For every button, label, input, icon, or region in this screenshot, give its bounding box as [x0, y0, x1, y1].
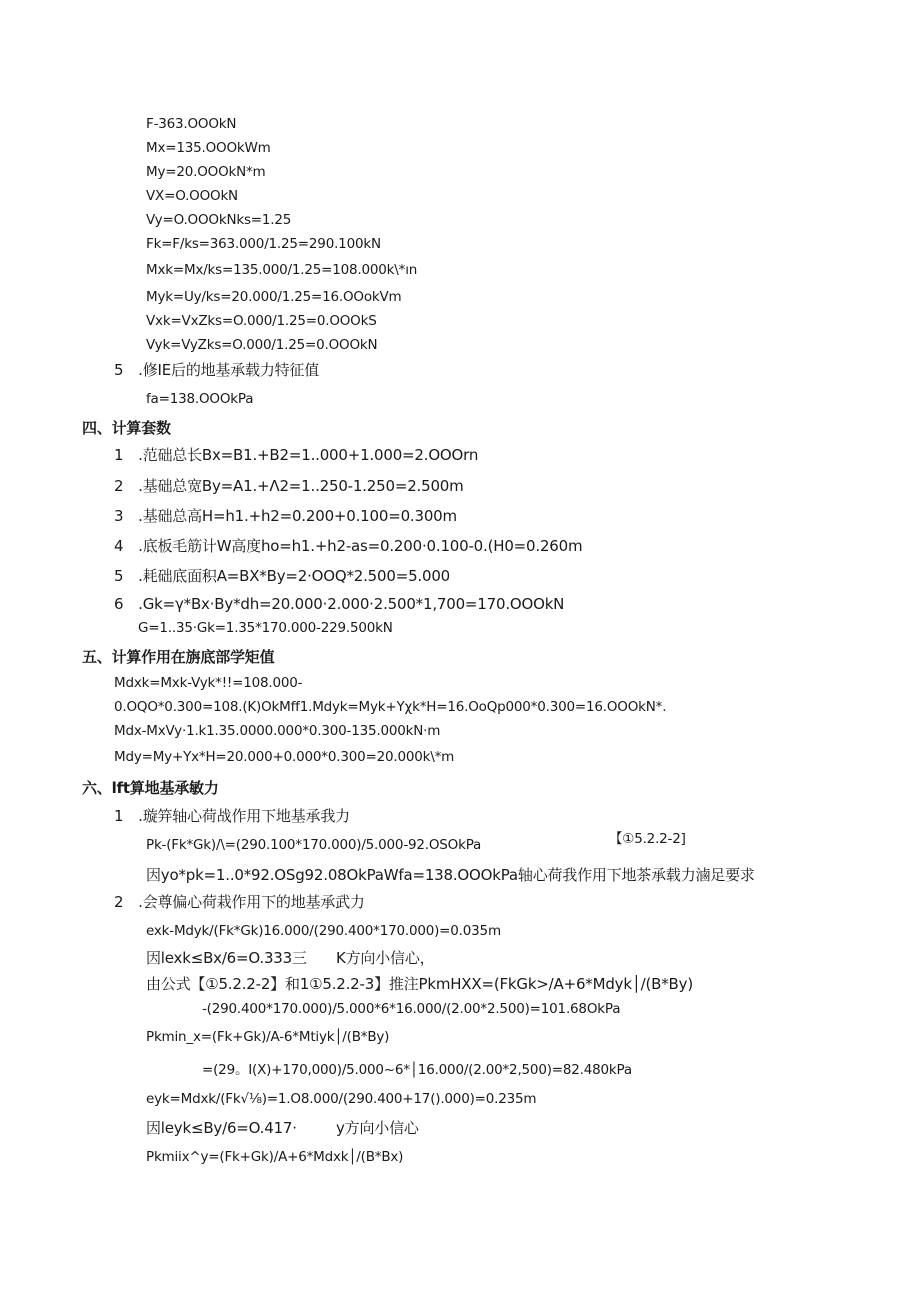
- text-line: fa=138.OOOkPa: [146, 391, 254, 407]
- text-line: eyk=Mdxk/(Fk√⅛)=1.O8.000/(290.400+17().000)=0.235m: [146, 1091, 537, 1107]
- text-line: Fk=F/ks=363.000/1.25=290.100kN: [146, 236, 381, 252]
- text-line: =(29。I(X)+170,000)/5.000~6*│16.000/(2.00*2,500)=82.480kPa: [202, 1062, 632, 1078]
- text-line: 因yo*pk=1..0*92.OSg92.08OkPaWfa=138.OOOkPa轴心荷我作用下地茶承载力滷足要求: [146, 866, 755, 884]
- section-item: 1 .范础总长Bx=B1.+B2=1..000+1.000=2.OOOrn: [114, 446, 479, 464]
- text-line: Mx=135.OOOkWm: [146, 140, 271, 156]
- text-line: K方向小信心，: [336, 949, 435, 967]
- text-line: Mdx-MxVy·1.k1.35.0000.000*0.300-135.000kN·m: [114, 723, 441, 739]
- text-line: F-363.OOOkN: [146, 116, 237, 132]
- section-item: 5 .修IE后的地基承载力特征值: [114, 361, 320, 379]
- text-line: My=20.OOOkN*m: [146, 164, 266, 180]
- text-line: -(290.400*170.000)/5.000*6*16.000/(2.00*2.500)=101.68OkPa: [202, 1001, 621, 1017]
- text-line: Pkmin_x=(Fk+Gk)/A-6*Mtiyk│/(B*By): [146, 1029, 390, 1045]
- section-item: 2 .会尊偏心荷栽作用下的地基承武力: [114, 893, 365, 911]
- text-line: Mxk=Mx/ks=135.000/1.25=108.000k\*ın: [146, 262, 418, 278]
- text-line: Vxk=VxZks=O.000/1.25=0.OOOkS: [146, 313, 377, 329]
- text-line: 0.OQO*0.300=108.(K)OkMff1.Mdyk=Myk+Yχk*H=16.OoQp000*0.300=16.OOOkN*.: [114, 699, 667, 715]
- text-line: 由公式【①5.2.2-2】和1①5.2.2-3】推注PkmHXX=(FkGk>/A+6*Mdyk│/(B*By): [146, 975, 693, 993]
- text-line: Myk=Uy/ks=20.000/1.25=16.OOokVm: [146, 289, 402, 305]
- text-line: Vyk=VyZks=O.000/1.25=0.OOOkN: [146, 337, 378, 353]
- section-item: 2 .基础总宽By=A1.+Λ2=1..250-1.250=2.500m: [114, 477, 464, 495]
- section-item: 3 .基础总高H=h1.+h2=0.200+0.100=0.300m: [114, 507, 457, 525]
- section-heading: 四、计算套数: [82, 419, 171, 437]
- text-line: Mdxk=Mxk-Vyk*!!=108.000-: [114, 675, 303, 691]
- text-line: VX=O.OOOkN: [146, 188, 238, 204]
- equation-reference: 【①5.2.2-2]: [609, 831, 686, 847]
- section-item: 4 .底板毛筋计W高度ho=h1.+h2-as=0.200·0.100-0.(H0=0.260m: [114, 537, 583, 555]
- text-line: Pk-(Fk*Gk)/\=(290.100*170.000)/5.000-92.OSOkPa: [146, 837, 482, 853]
- section-heading: 五、计算作用在旃底部学矩值: [82, 648, 275, 666]
- text-line: G=1..35·Gk=1.35*170.000-229.500kN: [138, 620, 393, 636]
- section-heading: 六、lft算地基承敏力: [82, 779, 219, 797]
- section-item: 1 .璇笄轴心荷战作用下地基承我力: [114, 807, 350, 825]
- text-line: Vy=O.OOOkNks=1.25: [146, 212, 292, 228]
- text-line: 因lexk≤Bx/6=O.333三: [146, 949, 307, 967]
- text-line: exk-Mdyk/(Fk*Gk)16.000/(290.400*170.000)=0.035m: [146, 923, 501, 939]
- text-line: y方向小信心: [336, 1119, 419, 1137]
- text-line: Mdy=My+Yx*H=20.000+0.000*0.300=20.000k\*m: [114, 749, 455, 765]
- section-item: 5 .耗础底面积A=BX*By=2·OOQ*2.500=5.000: [114, 567, 451, 585]
- text-line: 因leyk≤By/6=O.417·: [146, 1119, 297, 1137]
- text-line: Pkmiix^y=(Fk+Gk)/A+6*Mdxk│/(B*Bx): [146, 1149, 404, 1165]
- section-item: 6 .Gk=γ*Bx·By*dh=20.000·2.000·2.500*1,700=170.OOOkN: [114, 595, 565, 613]
